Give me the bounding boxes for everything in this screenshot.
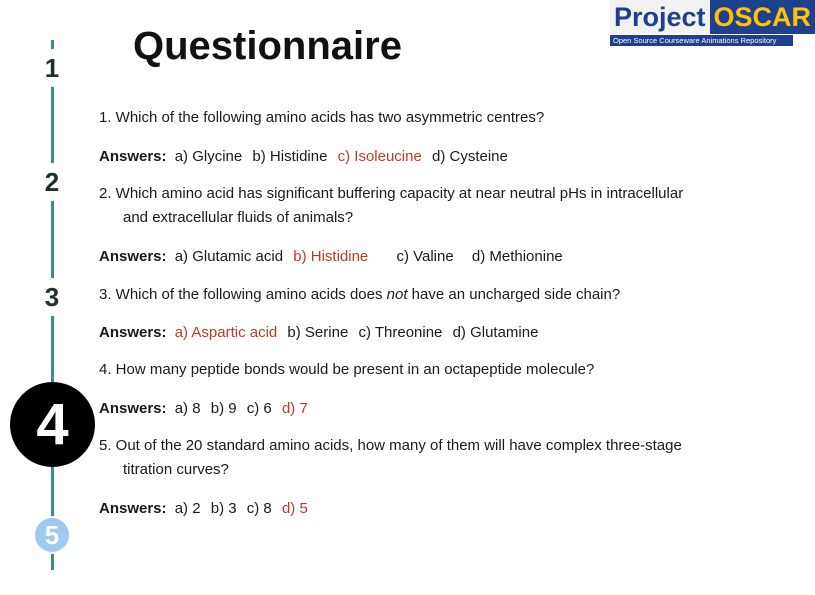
answers-label: Answers: bbox=[99, 148, 167, 165]
question-text: 2. Which amino acid has significant buffering capacity at near neutral pHs in intracellular bbox=[99, 185, 684, 202]
answer-row-1 bbox=[99, 148, 514, 165]
answer-option: d) Cysteine bbox=[432, 148, 508, 165]
step-marker-1: 1 bbox=[33, 49, 71, 87]
question-2 bbox=[99, 182, 683, 230]
project-oscar-logo bbox=[610, 0, 812, 47]
question-3 bbox=[99, 283, 620, 307]
answer-option: b) Histidine bbox=[252, 148, 328, 165]
answer-option: a) 8 bbox=[174, 400, 201, 417]
answer-row-5 bbox=[99, 500, 314, 517]
question-text-continued: and extracellular fluids of animals? bbox=[123, 209, 354, 226]
answer-option: d) Methionine bbox=[471, 248, 563, 265]
question-text: have an uncharged side chain? bbox=[407, 286, 621, 303]
question-5 bbox=[99, 434, 682, 482]
answer-option: c) Valine bbox=[396, 248, 454, 265]
answer-option: b) Serine bbox=[287, 324, 349, 341]
answers-label: Answers: bbox=[99, 500, 167, 517]
question-text: 3. Which of the following amino acids does bbox=[99, 286, 387, 303]
answer-option: c) 8 bbox=[246, 500, 272, 517]
step-marker-2: 2 bbox=[33, 163, 71, 201]
logo-tagline: Open Source Courseware Animations Repository bbox=[610, 35, 793, 46]
answer-option: a) Glycine bbox=[174, 148, 243, 165]
question-emphasis: not bbox=[386, 286, 408, 303]
question-text: 1. Which of the following amino acids has two asymmetric centres? bbox=[99, 109, 545, 126]
step-marker-4: 4 bbox=[10, 382, 95, 467]
logo-word-project: Project bbox=[610, 0, 710, 34]
page-title: Questionnaire bbox=[133, 24, 402, 68]
answer-option: a) 2 bbox=[174, 500, 201, 517]
answers-label: Answers: bbox=[99, 324, 167, 341]
answers-label: Answers: bbox=[99, 248, 167, 265]
answer-option-correct: b) Histidine bbox=[293, 248, 369, 265]
answer-option: c) 6 bbox=[246, 400, 272, 417]
answer-option-correct: d) 7 bbox=[281, 400, 308, 417]
question-1 bbox=[99, 106, 544, 130]
answer-option: b) 3 bbox=[210, 500, 237, 517]
answer-row-3 bbox=[99, 324, 544, 341]
question-text-continued: titration curves? bbox=[123, 461, 229, 478]
answers-label: Answers: bbox=[99, 400, 167, 417]
question-4 bbox=[99, 358, 594, 382]
answer-option: d) Glutamine bbox=[452, 324, 539, 341]
question-text: 5. Out of the 20 standard amino acids, how many of them will have complex three-stage bbox=[99, 437, 682, 454]
answer-option: a) Glutamic acid bbox=[174, 248, 284, 265]
answer-option-correct: a) Aspartic acid bbox=[174, 324, 278, 341]
answer-option: c) Threonine bbox=[358, 324, 443, 341]
answer-row-2 bbox=[99, 248, 569, 265]
question-text: 4. How many peptide bonds would be present in an octapeptide molecule? bbox=[99, 361, 595, 378]
answer-option: b) 9 bbox=[210, 400, 237, 417]
answer-option-correct: d) 5 bbox=[281, 500, 308, 517]
logo-word-oscar: OSCAR bbox=[710, 0, 815, 34]
answer-option-correct: c) Isoleucine bbox=[337, 148, 422, 165]
step-marker-5: 5 bbox=[33, 516, 71, 554]
step-marker-3: 3 bbox=[33, 278, 71, 316]
answer-row-4 bbox=[99, 400, 314, 417]
